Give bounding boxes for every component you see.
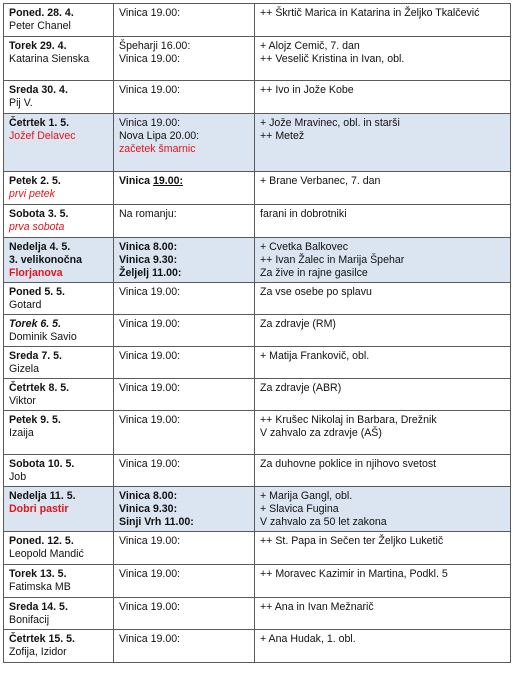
mass-time-cell <box>114 4 255 37</box>
intention-cell <box>255 315 511 347</box>
mass-time-line: Vinica 8.00: <box>119 241 178 253</box>
mass-time-cell <box>114 379 255 411</box>
day-line: Sreda 7. 5. <box>9 350 62 362</box>
day-line: Jožef Delavec <box>9 130 76 142</box>
mass-time-line: Vinica 19.00: <box>119 53 181 65</box>
day-cell <box>4 630 114 663</box>
schedule-row <box>4 532 511 565</box>
mass-time-cell <box>114 347 255 379</box>
day-cell <box>4 347 114 379</box>
mass-time-line: Vinica 19.00: <box>119 568 181 580</box>
intention-cell <box>255 532 511 565</box>
intention-line: + Jože Mravinec, obl. in starši <box>260 117 400 129</box>
intention-cell <box>255 37 511 81</box>
day-line: Fatimska MB <box>9 581 71 593</box>
schedule-row <box>4 630 511 663</box>
intention-cell <box>255 565 511 598</box>
intention-line: Za žive in rajne gasilce <box>260 267 368 279</box>
day-line: Gotard <box>9 299 42 311</box>
day-line: Četrtek 8. 5. <box>9 382 70 394</box>
schedule-row <box>4 487 511 532</box>
intention-line: ++ Metež <box>260 130 305 142</box>
intention-line: ++ Moravec Kazimir in Martina, Podkl. 5 <box>260 568 448 580</box>
schedule-row <box>4 114 511 172</box>
intention-cell <box>255 411 511 455</box>
day-line: Četrtek 1. 5. <box>9 117 70 129</box>
intention-line: ++ Veselič Kristina in Ivan, obl. <box>260 53 405 65</box>
schedule-row <box>4 411 511 455</box>
mass-time-cell <box>114 411 255 455</box>
intention-line: ++ Ivo in Jože Kobe <box>260 84 354 96</box>
intention-line: Za zdravje (RM) <box>260 318 336 330</box>
intention-line: Za zdravje (ABR) <box>260 382 342 394</box>
intention-cell <box>255 172 511 205</box>
mass-time-line: Vinica 19.00: <box>119 84 181 96</box>
mass-time-line: Vinica 8.00: <box>119 490 178 502</box>
mass-time-line: Vinica 19.00: <box>119 318 181 330</box>
day-cell <box>4 172 114 205</box>
day-line: Torek 13. 5. <box>9 568 67 580</box>
mass-time-line: Vinica 19.00: <box>119 382 181 394</box>
mass-time-cell <box>114 238 255 283</box>
intention-cell <box>255 283 511 315</box>
mass-time-line: Vinica 19.00: <box>119 175 184 187</box>
day-line: Petek 2. 5. <box>9 175 61 187</box>
schedule-row <box>4 37 511 81</box>
mass-time-cell <box>114 315 255 347</box>
mass-time-line: Vinica 19.00: <box>119 117 181 129</box>
intention-line: + Slavica Fugina <box>260 503 339 515</box>
day-line: Job <box>9 471 27 483</box>
intention-line: + Marija Gangl, obl. <box>260 490 353 502</box>
mass-time-line: začetek šmarnic <box>119 143 196 155</box>
mass-time-cell <box>114 630 255 663</box>
schedule-row <box>4 283 511 315</box>
day-line: Nedelja 4. 5. <box>9 241 71 253</box>
day-cell <box>4 532 114 565</box>
intention-cell <box>255 114 511 172</box>
mass-time-line: Vinica 19.00: <box>119 633 181 645</box>
schedule-row <box>4 455 511 487</box>
intention-line: ++ Ivan Žalec in Marija Špehar <box>260 254 405 266</box>
intention-line: + Cvetka Balkovec <box>260 241 349 253</box>
day-line: Torek 29. 4. <box>9 40 67 52</box>
mass-time-cell <box>114 598 255 630</box>
day-line: Zofija, Izidor <box>9 646 67 658</box>
day-line: Viktor <box>9 395 36 407</box>
day-line: 3. velikonočna <box>9 254 83 266</box>
mass-time-line: Vinica 19.00: <box>119 350 181 362</box>
mass-time-line: Sinji Vrh 11.00: <box>119 516 194 528</box>
day-line: Sobota 3. 5. <box>9 208 69 220</box>
day-line: Sreda 14. 5. <box>9 601 68 613</box>
intention-line: V zahvalo za zdravje (AŠ) <box>260 427 382 439</box>
mass-time-line: Vinica 19.00: <box>119 286 181 298</box>
mass-time-line: Na romanju: <box>119 208 177 220</box>
intention-line: ++ Ana in Ivan Mežnarič <box>260 601 374 613</box>
day-line: Poned. 28. 4. <box>9 7 74 19</box>
intention-cell <box>255 598 511 630</box>
day-line: Bonifacij <box>9 614 50 626</box>
intention-line: ++ Krušec Nikolaj in Barbara, Drežnik <box>260 414 437 426</box>
mass-time-cell <box>114 37 255 81</box>
day-line: Četrtek 15. 5. <box>9 633 75 645</box>
mass-time-line: Vinica 19.00: <box>119 458 181 470</box>
mass-time-cell <box>114 172 255 205</box>
day-line: Nedelja 11. 5. <box>9 490 76 502</box>
mass-time-line: Vinica 19.00: <box>119 7 181 19</box>
day-cell <box>4 455 114 487</box>
day-cell <box>4 379 114 411</box>
mass-time-cell <box>114 532 255 565</box>
mass-time-cell <box>114 565 255 598</box>
day-line: Poned. 12. 5. <box>9 535 74 547</box>
day-cell <box>4 205 114 238</box>
intention-line: farani in dobrotniki <box>260 208 347 220</box>
intention-cell <box>255 81 511 114</box>
mass-time-cell <box>114 205 255 238</box>
day-line: Sreda 30. 4. <box>9 84 68 96</box>
schedule-row <box>4 81 511 114</box>
day-line: Izaija <box>9 427 34 439</box>
intention-line: ++ St. Papa in Sečen ter Željko Luketič <box>260 535 444 547</box>
day-cell <box>4 81 114 114</box>
day-line: Pij V. <box>9 97 33 109</box>
intention-cell <box>255 4 511 37</box>
mass-time-cell <box>114 487 255 532</box>
day-line: prvi petek <box>9 188 55 200</box>
day-line: Leopold Mandić <box>9 548 84 560</box>
mass-time-cell <box>114 455 255 487</box>
schedule-row <box>4 4 511 37</box>
day-cell <box>4 4 114 37</box>
day-line: Dominik Savio <box>9 331 77 343</box>
day-line: Poned 5. 5. <box>9 286 65 298</box>
intention-line: + Alojz Cemič, 7. dan <box>260 40 360 52</box>
day-cell <box>4 598 114 630</box>
mass-time-line: Špeharji 16.00: <box>119 40 191 52</box>
intention-cell <box>255 347 511 379</box>
schedule-row <box>4 238 511 283</box>
day-cell <box>4 411 114 455</box>
mass-schedule-table <box>3 3 511 663</box>
intention-cell <box>255 205 511 238</box>
schedule-row <box>4 172 511 205</box>
intention-cell <box>255 238 511 283</box>
intention-line: + Ana Hudak, 1. obl. <box>260 633 356 645</box>
intention-cell <box>255 455 511 487</box>
day-line: Sobota 10. 5. <box>9 458 75 470</box>
day-cell <box>4 283 114 315</box>
day-line: Dobri pastir <box>9 503 69 515</box>
mass-time-cell <box>114 283 255 315</box>
mass-time-cell <box>114 81 255 114</box>
mass-time-cell <box>114 114 255 172</box>
day-line: Torek 6. 5. <box>9 318 62 330</box>
intention-line: + Matija Frankovič, obl. <box>260 350 370 362</box>
mass-time-line: Željelj 11.00: <box>119 267 182 279</box>
intention-line: Za vse osebe po splavu <box>260 286 372 298</box>
mass-time-line: Vinica 19.00: <box>119 414 181 426</box>
day-line: Katarina Sienska <box>9 53 90 65</box>
mass-time-line: Vinica 19.00: <box>119 601 181 613</box>
intention-line: + Brane Verbanec, 7. dan <box>260 175 381 187</box>
intention-line: Za duhovne poklice in njihovo svetost <box>260 458 437 470</box>
mass-time-line: Vinica 9.30: <box>119 254 178 266</box>
intention-line: V zahvalo za 50 let zakona <box>260 516 387 528</box>
day-line: Petek 9. 5. <box>9 414 61 426</box>
day-cell <box>4 487 114 532</box>
day-line: Gizela <box>9 363 40 375</box>
day-line: prva sobota <box>9 221 65 233</box>
day-cell <box>4 315 114 347</box>
schedule-row <box>4 598 511 630</box>
intention-cell <box>255 379 511 411</box>
schedule-row <box>4 565 511 598</box>
day-cell <box>4 37 114 81</box>
intention-cell <box>255 487 511 532</box>
mass-time-line: Vinica 9.30: <box>119 503 178 515</box>
intention-line: ++ Škrtič Marica in Katarina in Željko Tkalčević <box>260 7 480 19</box>
schedule-body <box>4 4 511 663</box>
day-cell <box>4 114 114 172</box>
day-cell <box>4 565 114 598</box>
schedule-row <box>4 347 511 379</box>
mass-time-line: Nova Lipa 20.00: <box>119 130 200 142</box>
intention-cell <box>255 630 511 663</box>
day-line: Peter Chanel <box>9 20 71 32</box>
schedule-row <box>4 205 511 238</box>
mass-time-line: Vinica 19.00: <box>119 535 181 547</box>
schedule-row <box>4 379 511 411</box>
schedule-row <box>4 315 511 347</box>
day-cell <box>4 238 114 283</box>
day-line: Florjanova <box>9 267 63 279</box>
